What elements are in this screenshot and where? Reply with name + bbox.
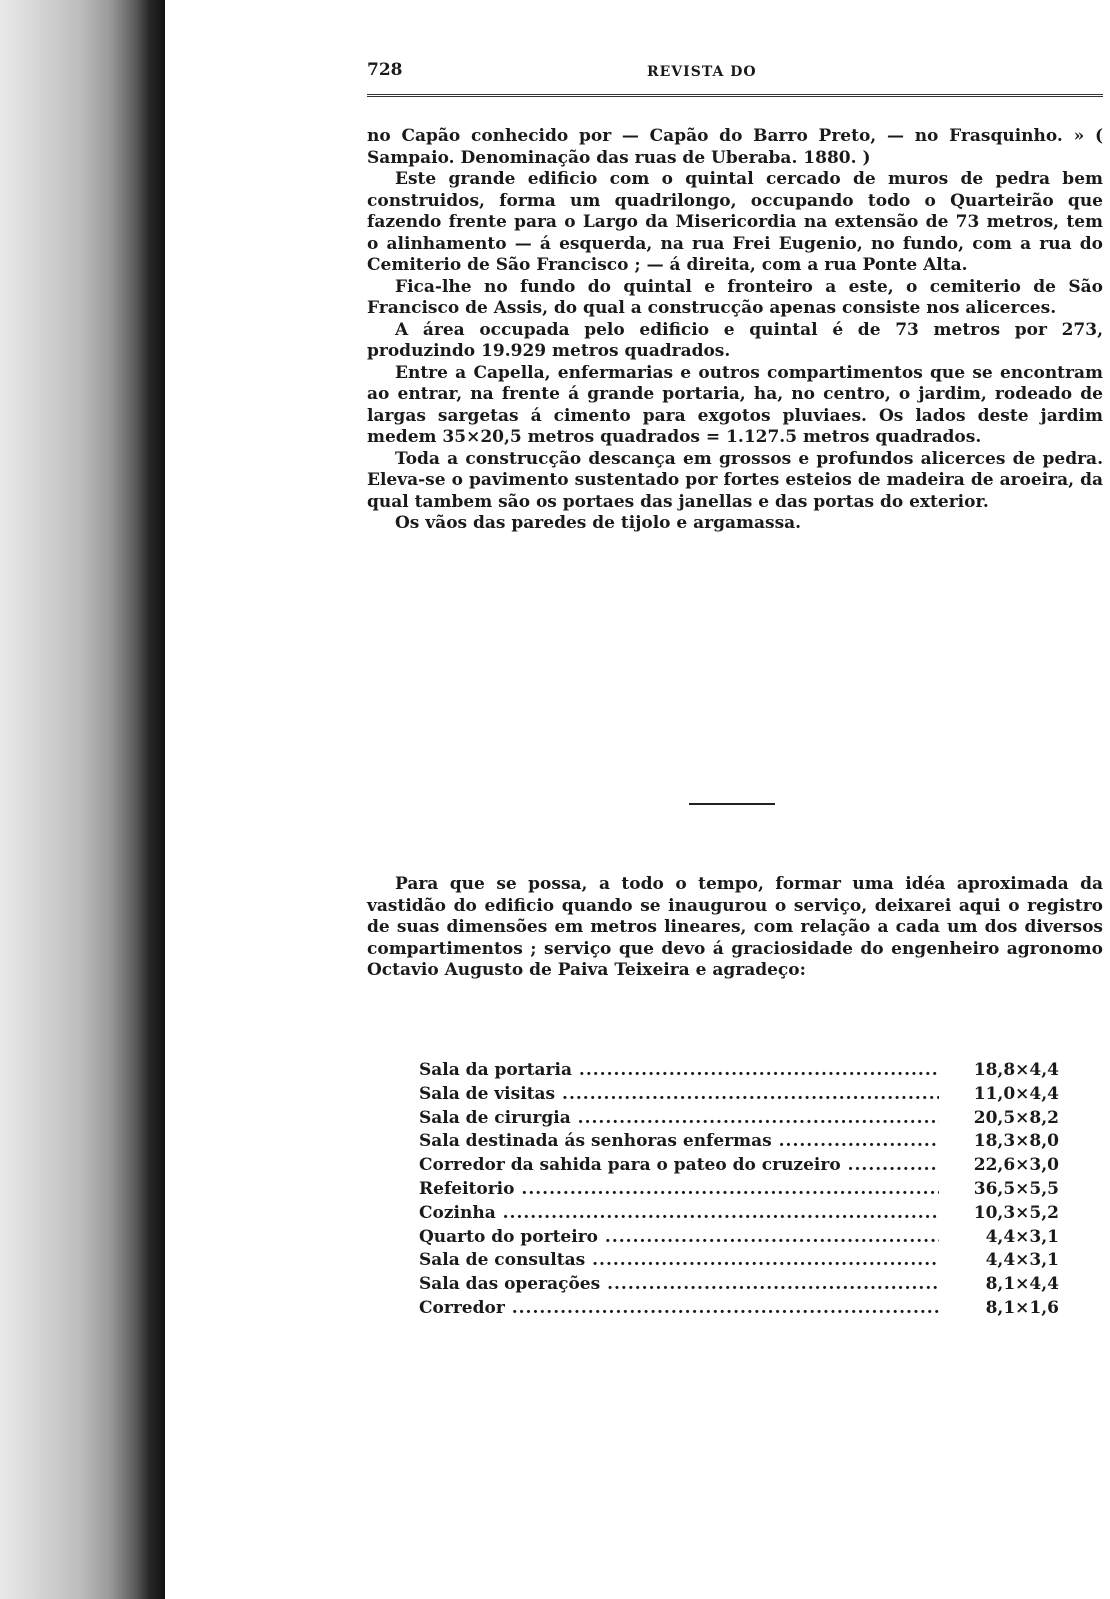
list-item <box>419 1250 1059 1274</box>
list-item <box>419 1060 1059 1084</box>
room-name: Sala da portaria ..... <box>419 1060 939 1080</box>
room-size: 8,1×1,6 <box>985 1297 1059 1318</box>
room-name: Cozinha ..... <box>419 1203 939 1223</box>
room-size: 4,4×3,1 <box>985 1226 1059 1247</box>
list-item <box>419 1084 1059 1108</box>
room-size: 18,3×8,0 <box>973 1131 1059 1152</box>
room-name: Sala de visitas ..... <box>419 1084 939 1104</box>
room-size: 11,0×4,4 <box>973 1083 1059 1104</box>
paragraph: Este grande edificio com o quintal cercado de muros de pedra bem construidos, forma um quadrilongo, occupando todo o Quarteirão que fazendo frente para o Largo da Misericordia na extensão de 73 metros, tem o alinhamento — á esquerda, na rua Frei Eugenio, no fundo, com a rua do Cemiterio de São Francisco ; — á direita, com a rua Ponte Alta. <box>367 169 1103 275</box>
room-size: 22,6×3,0 <box>973 1155 1059 1176</box>
paragraph: Fica-lhe no fundo do quintal e fronteiro a este, o cemiterio de São Francisco de Assis, do qual a construcção apenas consiste nos alicerces. <box>367 276 1103 318</box>
paragraph: A área occupada pelo edificio e quintal é de 73 metros por 273, produzindo 19.929 metros quadrados. <box>367 319 1103 361</box>
list-item <box>419 1227 1059 1251</box>
room-size: 4,4×3,1 <box>985 1250 1059 1271</box>
list-item <box>419 1155 1059 1179</box>
paragraph: Toda a construcção descança em grossos e profundos alicerces de pedra. Eleva-se o pavimento sustentado por fortes esteios de madeira de aroeira, da qual tambem são os portaes das janellas e das portas do exterior. <box>367 448 1103 512</box>
body-text-2 <box>367 874 1103 982</box>
room-size: 20,5×8,2 <box>973 1107 1059 1128</box>
book-spine-shadow <box>0 0 165 1599</box>
list-item <box>419 1108 1059 1132</box>
body-text <box>367 126 1103 535</box>
room-size: 8,1×4,4 <box>985 1274 1059 1295</box>
section-separator <box>689 803 775 805</box>
room-size: 10,3×5,2 <box>973 1202 1059 1223</box>
room-name: Corredor da sahida para o pateo do cruzeiro ..... <box>419 1155 939 1175</box>
room-size: 18,8×4,4 <box>973 1060 1059 1080</box>
room-name: Sala de cirurgia ..... <box>419 1108 939 1128</box>
paragraph: Os vãos das paredes de tijolo e argamassa. <box>395 513 802 533</box>
list-item <box>419 1131 1059 1155</box>
header-rule <box>367 94 1103 97</box>
paragraph: Para que se possa, a todo o tempo, formar uma idéa aproximada da vastidão do edificio quando se inaugurou o serviço, deixarei aqui o registro de suas dimensões em metros lineares, com relação a cada um dos diversos compartimentos ; serviço que devo á graciosidade do engenheiro agronomo Octavio Augusto de Paiva Teixeira e agradeço: <box>367 874 1103 980</box>
list-item <box>419 1179 1059 1203</box>
list-item <box>419 1298 1059 1322</box>
page-number: 728 <box>367 60 403 80</box>
paragraph: Entre a Capella, enfermarias e outros compartimentos que se encontram ao entrar, na frente á grande portaria, ha, no centro, o jardim, rodeado de largas sargetas á cimento para exgotos pluviaes. Os lados deste jardim medem 35×20,5 metros quadrados = 1.127.5 metros quadrados. <box>367 362 1103 447</box>
paragraph: no Capão conhecido por — Capão do Barro Preto, — no Frasquinho. » ( Sampaio. Denominação das ruas de Uberaba. 1880. ) <box>367 126 1103 168</box>
room-name: Sala destinada ás senhoras enfermas ..... <box>419 1131 939 1151</box>
room-name: Quarto do porteiro ..... <box>419 1227 939 1247</box>
page <box>367 0 1103 1599</box>
list-item <box>419 1203 1059 1227</box>
running-title: REVISTA DO <box>647 64 757 80</box>
room-name: Sala das operações ..... <box>419 1274 939 1294</box>
dimensions-list <box>419 1060 1059 1322</box>
list-item <box>419 1274 1059 1298</box>
room-name: Refeitorio ..... <box>419 1179 939 1199</box>
room-size: 36,5×5,5 <box>973 1178 1059 1199</box>
room-name: Sala de consultas ..... <box>419 1250 939 1270</box>
room-name: Corredor ..... <box>419 1298 939 1318</box>
